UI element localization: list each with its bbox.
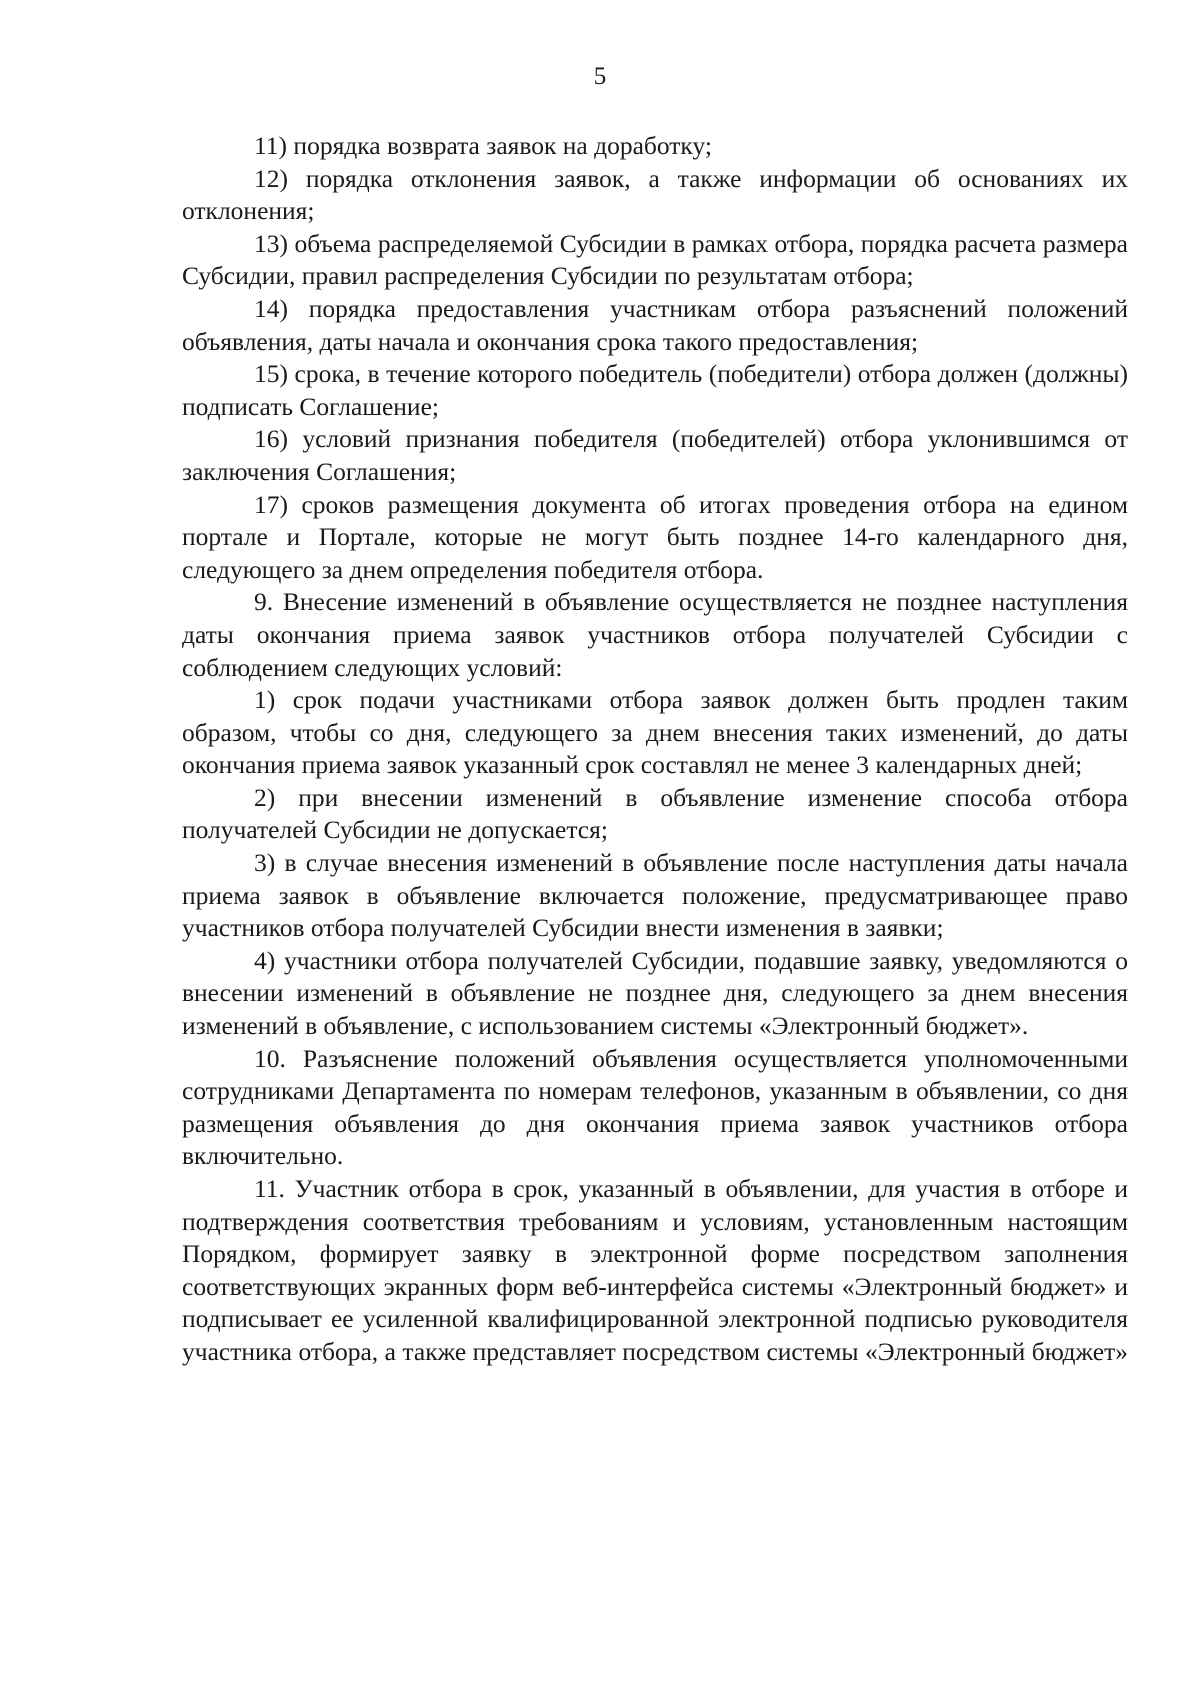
list-item-13: 13) объема распределяемой Субсидии в рамках отбора, порядка расчета размера Субсидии, правил распределения Субсидии по результатам отбора; (182, 228, 1128, 291)
condition-item-3: 3) в случае внесения изменений в объявление после наступления даты начала приема заявок в объявление включается положение, предусматривающее право участников отбора получателей Субсидии внести изменения в заявки; (182, 848, 1128, 943)
section-11-paragraph: 11. Участник отбора в срок, указанный в объявлении, для участия в отборе и подтверждения соответствия требованиям и условиям, установленным настоящим Порядком, формирует заявку в электронной форме посредством заполнения соответствующих экранных форм веб-интерфейса системы «Электронный бюджет» и подписывает ее усиленной квалифицированной электронной подписью руководителя участника отбора, а также представляет посредством системы «Электронный бюджет» (182, 1174, 1128, 1366)
list-item-16: 16) условий признания победителя (победителей) отбора уклонившимся от заключения Соглашения; (182, 424, 1128, 486)
list-item-15: 15) срока, в течение которого победитель (победители) отбора должен (должны) подписать Соглашение; (182, 359, 1128, 421)
section-9-paragraph: 9. Внесение изменений в объявление осуществляется не позднее наступления даты окончания приема заявок участников отбора получателей Субсидии с соблюдением следующих условий: (182, 587, 1128, 682)
condition-item-4: 4) участники отбора получателей Субсидии, подавшие заявку, уведомляются о внесении изменений в объявление не позднее дня, следующего за днем внесения изменений в объявление, с использованием системы «Электронный бюджет». (182, 945, 1128, 1041)
list-item-12: 12) порядка отклонения заявок, а также информации об основаниях их отклонения; (182, 163, 1128, 226)
page-number: 5 (593, 63, 607, 90)
condition-item-1: 1) срок подачи участниками отбора заявок должен быть продлен таким образом, чтобы со дня, следующего за днем внесения таких изменений, до даты окончания приема заявок указанный срок составлял не менее 3 календарных дней; (182, 685, 1128, 780)
document-body (182, 130, 1128, 1369)
list-item-11: 11) порядка возврата заявок на доработку; (254, 131, 712, 160)
section-10-paragraph: 10. Разъяснение положений объявления осуществляется уполномоченными сотрудниками Департамента по номерам телефонов, указанным в объявлении, со дня размещения объявления до дня окончания приема заявок участников отбора включительно. (182, 1043, 1128, 1171)
list-item-17: 17) сроков размещения документа об итогах проведения отбора на едином портале и Портале, которые не могут быть позднее 14-го календарного дня, следующего за днем определения победителя отбора. (182, 489, 1128, 584)
list-item-14: 14) порядка предоставления участникам отбора разъяснений положений объявления, даты начала и окончания срока такого предоставления; (182, 293, 1128, 356)
condition-item-2: 2) при внесении изменений в объявление изменение способа отбора получателей Субсидии не допускается; (182, 782, 1128, 845)
